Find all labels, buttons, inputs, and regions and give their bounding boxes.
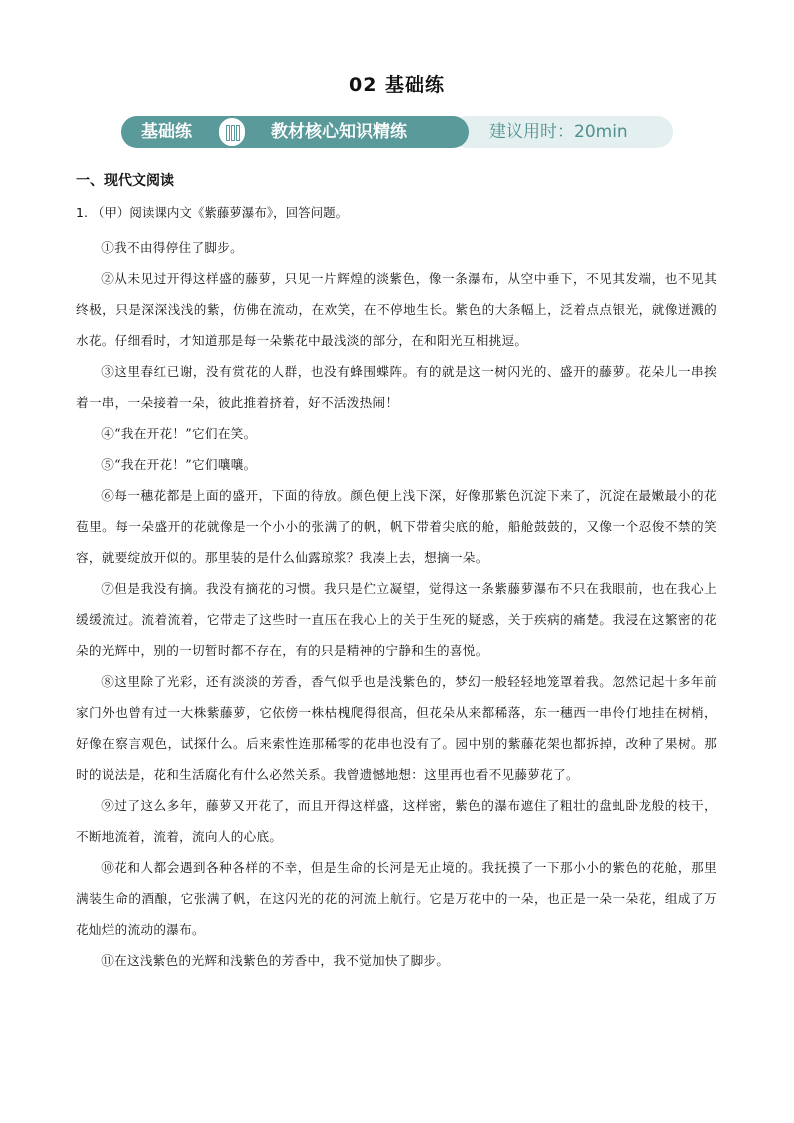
question-prompt: 1. （甲）阅读课内文《紫藤萝瀑布》，回答问题。: [76, 205, 349, 220]
paragraph: ②从未见过开得这样盛的藤萝，只见一片辉煌的淡紫色，像一条瀑布，从空中垂下，不见其发端，也不见其终极，只是深深浅浅的紫，仿佛在流动，在欢笑，在不停地生长。紫色的大条幅上，泛着点点银光，就像迸溅的水花。仔细看时，才知道那是每一朵紫花中最浅淡的部分，在和阳光互相挑逗。: [76, 271, 717, 348]
page-title: 02 基础练: [348, 74, 446, 96]
reading-passage: [76, 232, 717, 976]
paragraph: ③这里春红已谢，没有赏花的人群，也没有蜂围蝶阵。有的就是这一树闪光的、盛开的藤萝。花朵儿一串挨着一串，一朵接着一朵，彼此推着挤着，好不活泼热闹！: [76, 364, 717, 410]
paragraph: ⑩花和人都会遇到各种各样的不幸，但是生命的长河是无止境的。我抚摸了一下那小小的紫色的花舱，那里满装生命的酒酿，它张满了帆，在这闪光的花的河流上航行。它是万花中的一朵，也正是一朵一朵花，组成了万花灿烂的流动的瀑布。: [76, 860, 717, 937]
paragraph: ①我不由得停住了脚步。: [101, 240, 244, 255]
paragraph: ⑤“我在开花！”它们嚷嚷。: [101, 457, 257, 472]
paragraph: ⑥每一穗花都是上面的盛开，下面的待放。颜色便上浅下深，好像那紫色沉淀下来了，沉淀在最嫩最小的花苞里。每一朵盛开的花就像是一个小小的张满了的帆，帆下带着尖底的舱，船舱鼓鼓的，又像一个忍俊不禁的笑容，就要绽放开似的。那里装的是什么仙露琼浆？我凑上去，想摘一朵。: [76, 488, 717, 565]
banner-topic-label: 教材核心知识精练: [271, 122, 407, 142]
banner-left-pill: [121, 116, 469, 148]
section-heading: 一、现代文阅读: [76, 173, 174, 189]
book-icon: [217, 116, 247, 148]
paragraph: ④“我在开花！”它们在笑。: [101, 426, 257, 441]
banner-time-label: 建议用时：20min: [489, 122, 628, 142]
paragraph: ⑨过了这么多年，藤萝又开花了，而且开得这样盛，这样密，紫色的瀑布遮住了粗壮的盘虬卧龙般的枝干，不断地流着，流着，流向人的心底。: [76, 798, 717, 844]
banner-practice-label: 基础练: [141, 122, 192, 142]
section-banner: [121, 116, 673, 148]
paragraph: ⑪在这浅紫色的光辉和浅紫色的芳香中，我不觉加快了脚步。: [101, 953, 450, 968]
paragraph: ⑦但是我没有摘。我没有摘花的习惯。我只是伫立凝望，觉得这一条紫藤萝瀑布不只在我眼前，也在我心上缓缓流过。流着流着，它带走了这些时一直压在我心上的关于生死的疑惑，关于疾病的痛楚。我浸在这繁密的花朵的光辉中，别的一切暂时都不存在，有的只是精神的宁静和生的喜悦。: [76, 581, 717, 658]
paragraph: ⑧这里除了光彩，还有淡淡的芳香，香气似乎也是浅紫色的，梦幻一般轻轻地笼罩着我。忽然记起十多年前家门外也曾有过一大株紫藤萝，它依傍一株枯槐爬得很高，但花朵从来都稀落，东一穗西一串伶仃地挂在树梢，好像在察言观色，试探什么。后来索性连那稀零的花串也没有了。园中别的紫藤花架也都拆掉，改种了果树。那时的说法是，花和生活腐化有什么必然关系。我曾遗憾地想：这里再也看不见藤萝花了。: [76, 674, 717, 782]
